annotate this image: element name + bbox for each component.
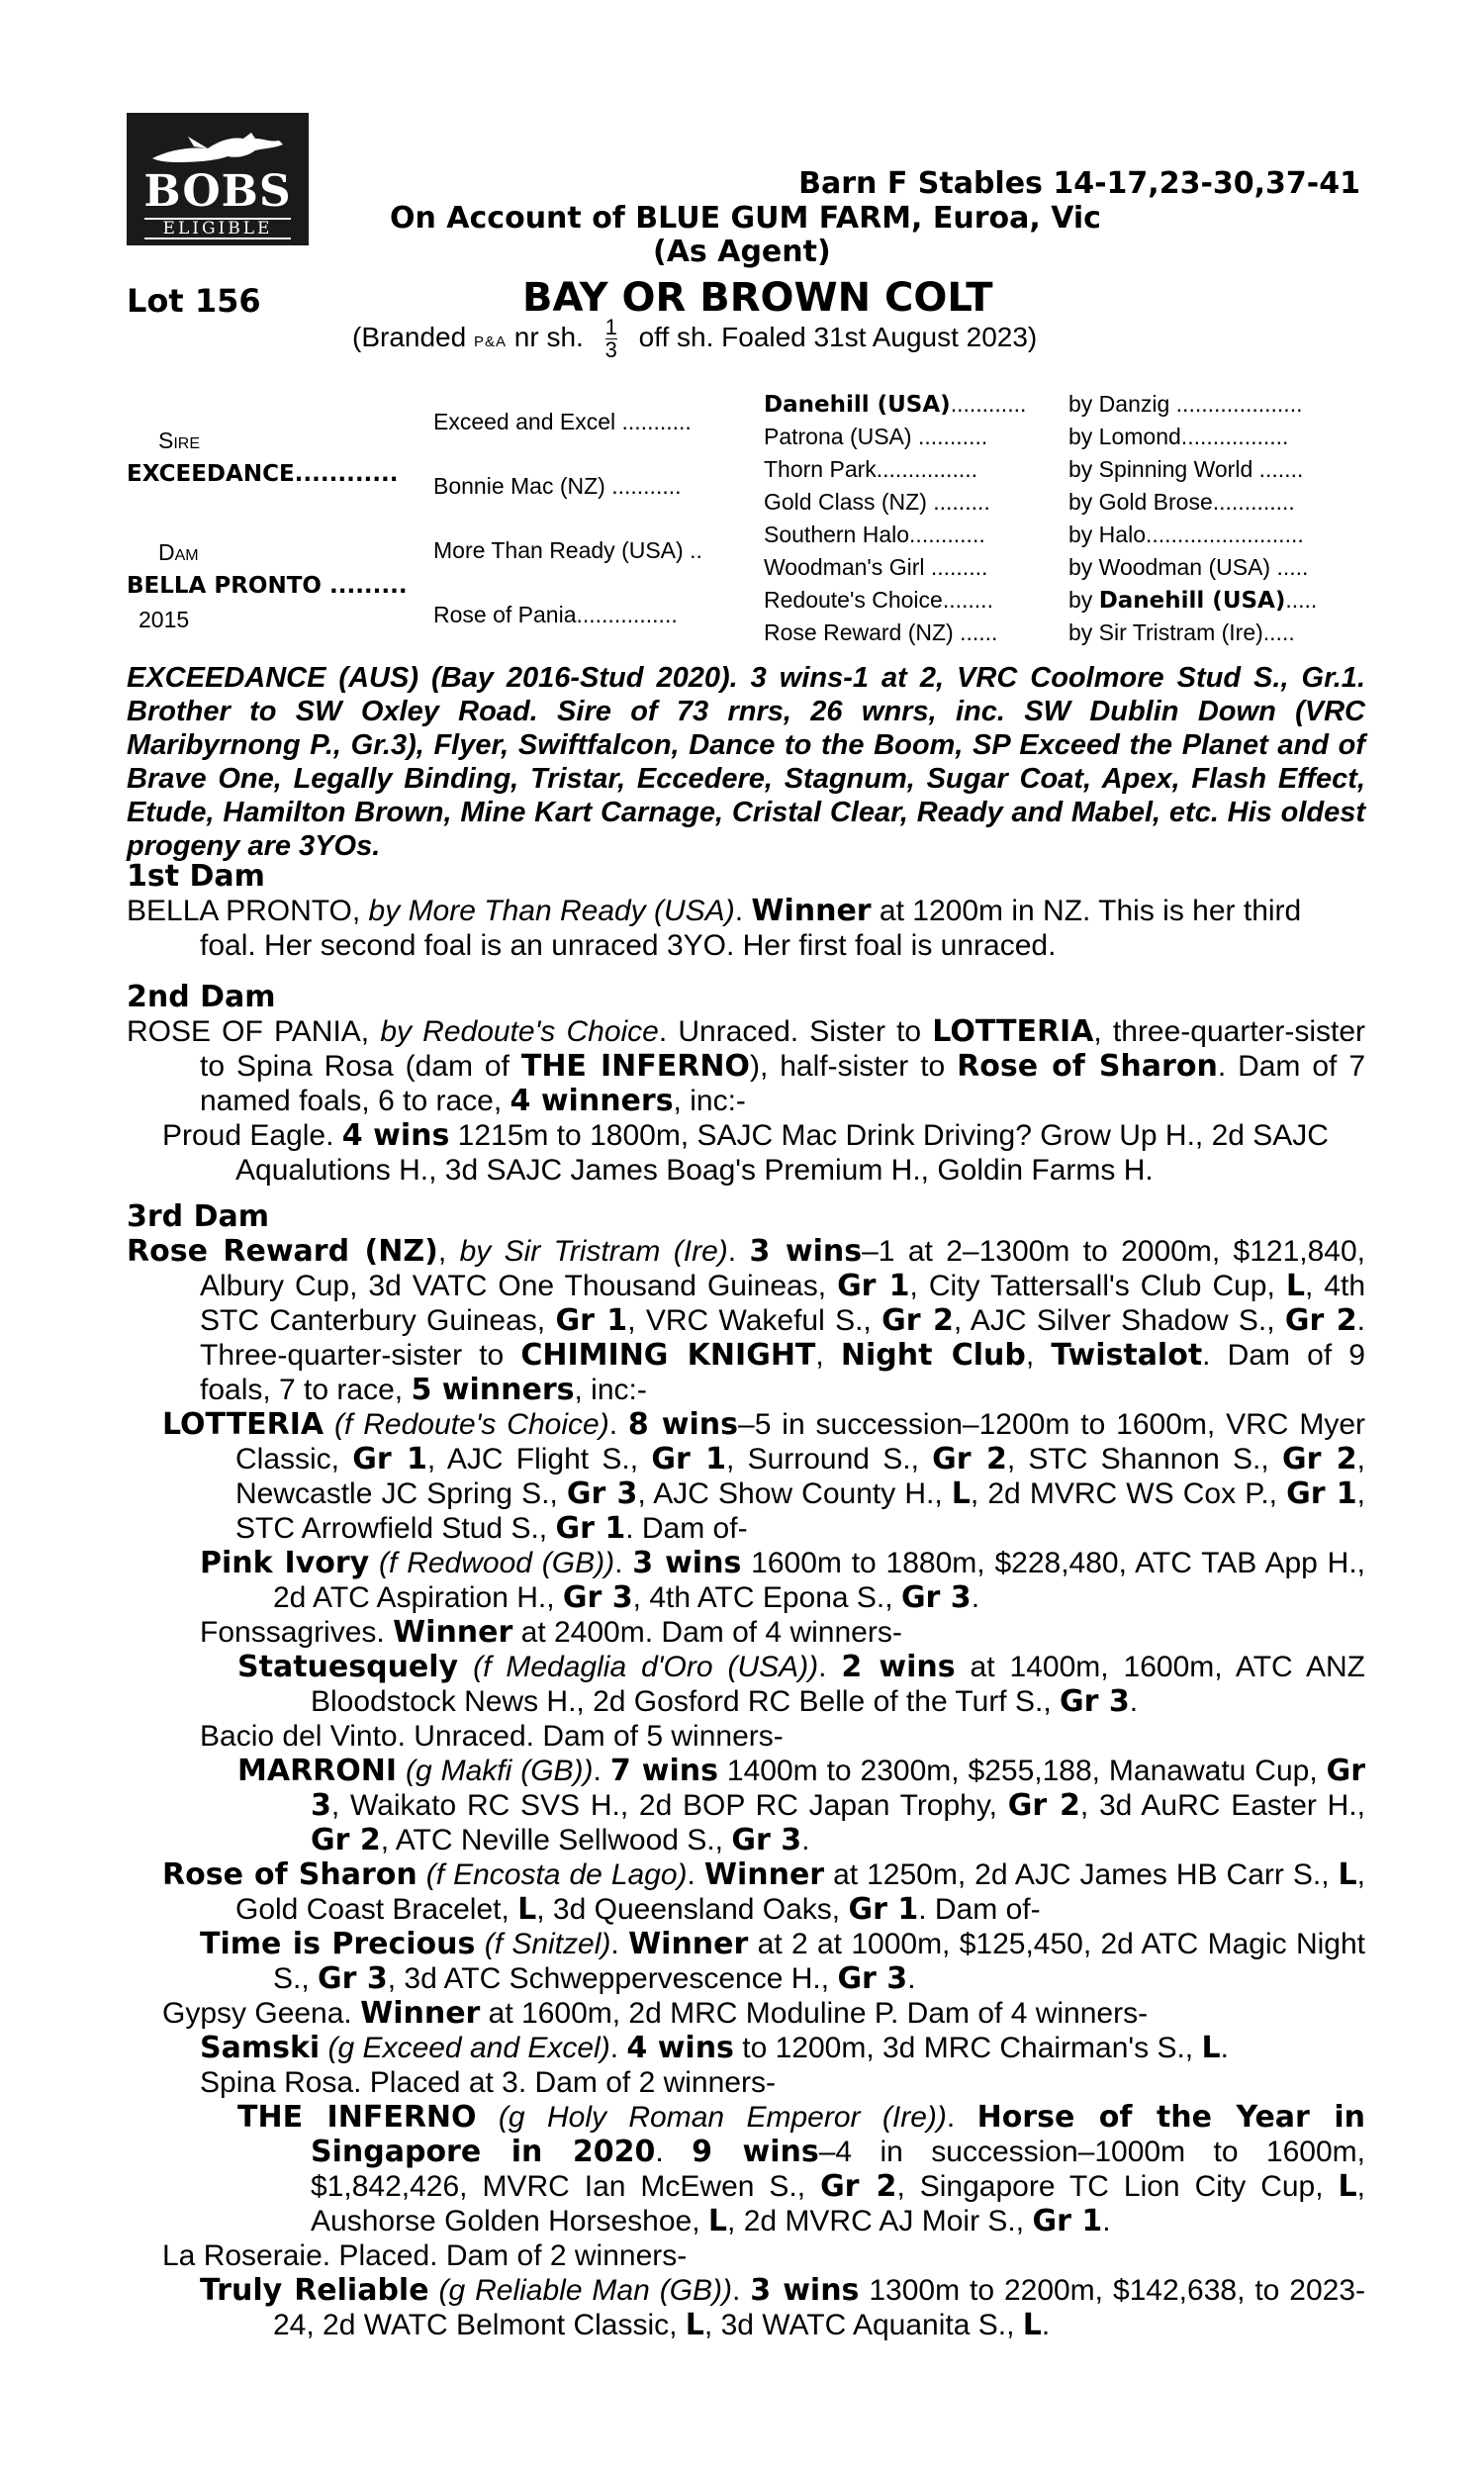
t: by Sir Tristram (Ire) <box>459 1235 728 1268</box>
t: –4 in succession–1000m to 1600m, $1,842,426, MVRC Ian McEwen S., <box>311 2136 1365 2203</box>
t: (g Exceed and Excel) <box>327 2032 610 2064</box>
t: , <box>1025 1339 1052 1372</box>
t: L <box>951 1476 971 1511</box>
brand-near-shoulder: nr sh. <box>513 321 584 352</box>
brand-mark: P&A <box>473 333 507 350</box>
t: L <box>1338 2169 1357 2204</box>
ancestor-3: Thorn Park................ <box>764 456 978 482</box>
t: 4 winners <box>510 1084 674 1118</box>
brand-suffix: off sh. Foaled 31st August 2023) <box>638 321 1038 352</box>
t: . Unraced. Sister to <box>658 1015 933 1048</box>
t: Gr 1 <box>848 1892 919 1927</box>
t: . <box>1102 2205 1111 2237</box>
ancestor-1 <box>764 391 1026 418</box>
t: . <box>655 2136 693 2168</box>
barn-location: Barn F Stables 14-17,23-30,37-41 <box>798 166 1360 201</box>
t: at 1600m, 2d MRC Moduline P. Dam of 4 winners- <box>480 1997 1149 2030</box>
t: , ATC Neville Sellwood S., <box>380 1824 732 1856</box>
t: 9 wins <box>692 2135 819 2169</box>
horse-title: BAY OR BROWN COLT <box>522 275 993 321</box>
t: THE INFERNO <box>520 1049 750 1084</box>
ancestor-5: Southern Halo............ <box>764 522 985 547</box>
racehorse-icon <box>148 129 287 168</box>
t: . <box>1041 2309 1051 2341</box>
t: at 2400m. Dam of 4 winners- <box>512 1616 902 1649</box>
t: Gypsy Geena. <box>162 1997 361 2030</box>
t: Gr 1 <box>837 1269 910 1303</box>
third-dam-paragraph <box>127 1234 1366 1407</box>
t: MARRONI <box>237 1754 398 1788</box>
t: Gr 3 <box>311 1754 1366 1823</box>
separator: . <box>734 895 752 927</box>
t: . Dam of 7 named foals, 6 to race, <box>200 1050 1366 1117</box>
t <box>458 1651 473 1683</box>
sire-name-text: EXCEEDANCE............ <box>127 461 399 487</box>
dam-sire: by More Than Ready (USA) <box>368 895 735 927</box>
ancestor-8: Rose Reward (NZ) ...... <box>764 619 998 645</box>
t: Statuesquely <box>237 1650 459 1684</box>
t: at 1250m, 2d AJC James HB Carr S., <box>824 1858 1339 1891</box>
first-dam-heading: 1st Dam <box>127 859 265 894</box>
ancestor-7-sire <box>1068 587 1317 614</box>
dam-name <box>127 572 408 599</box>
t: Gr 3 <box>562 1580 633 1615</box>
t: (g Holy Roman Emperor (Ire)) <box>498 2101 947 2134</box>
t: 8 wins <box>627 1407 739 1442</box>
t: , Waikato RC SVS H., 2d BOP RC Japan Trophy, <box>330 1789 1008 1822</box>
t: –1 at 2–1300m to 2000m, $121,840, Albury Cup, 3d VATC One Thousand Guineas, <box>200 1235 1366 1302</box>
dam-name-text: BELLA PRONTO ......... <box>127 573 408 599</box>
t: Time is Precious <box>200 1927 476 1961</box>
t: , 3d ATC Schweppervescence H., <box>387 1962 838 1995</box>
progeny-time-is-precious <box>200 1927 1366 1996</box>
t: . Dam of- <box>625 1512 748 1545</box>
t: L <box>707 2204 728 2238</box>
t: , 2d MVRC WS Cox P., <box>970 1477 1287 1510</box>
sire-label: Sire <box>158 428 201 453</box>
third-dam-heading: 3rd Dam <box>127 1199 269 1234</box>
t: 4 wins <box>341 1118 450 1153</box>
t: Gr 1 <box>352 1442 427 1476</box>
t: . Dam of- <box>918 1893 1041 1926</box>
brand-prefix: (Branded <box>352 321 467 352</box>
progeny-bacio-del-vinto: Bacio del Vinto. Unraced. Dam of 5 winners- <box>200 1720 784 1753</box>
lot-number: Lot 156 <box>127 282 261 320</box>
t: . <box>687 1858 704 1891</box>
second-dam-progeny <box>162 1118 1365 1188</box>
t: Twistalot <box>1051 1338 1203 1373</box>
t: (f Medaglia d'Oro (USA)) <box>473 1651 819 1683</box>
progeny-pink-ivory <box>200 1546 1365 1615</box>
ancestor-8-sire: by Sir Tristram (Ire)..... <box>1068 619 1295 645</box>
t: L <box>1285 1269 1305 1303</box>
progeny-gypsy-geena <box>162 1996 1365 2031</box>
t: (g Makfi (GB)) <box>406 1755 594 1787</box>
t: Truly Reliable <box>200 2273 429 2308</box>
t: , AJC Show County H., <box>637 1477 952 1510</box>
progeny-marroni <box>237 1754 1366 1857</box>
t: Winner <box>703 1857 825 1892</box>
third-dam-text <box>127 1234 1366 1407</box>
ancestor-7-leader: ..... <box>1285 587 1318 613</box>
t: Night Club <box>840 1338 1026 1373</box>
t <box>397 1755 406 1787</box>
t: Gr 1 <box>1032 2204 1103 2238</box>
dam-details: at 1200m in NZ. This is her third foal. Her second foal is an unraced 3YO. Her first foal is unraced. <box>200 895 1302 962</box>
t <box>477 2101 499 2134</box>
first-dam-text <box>127 894 1365 963</box>
t: Gr 3 <box>731 1823 802 1857</box>
t: ), half-sister to <box>749 1050 958 1083</box>
t: 7 wins <box>609 1754 718 1788</box>
t: Gr 3 <box>837 1961 908 1996</box>
vendor-account: On Account of BLUE GUM FARM, Euroa, Vic <box>390 201 1101 236</box>
progeny-truly-reliable <box>200 2273 1366 2342</box>
t: , Aushorse Golden Horseshoe, <box>311 2170 1365 2237</box>
t: , City Tattersall's Club Cup, <box>909 1270 1286 1302</box>
second-dam-paragraph <box>127 1014 1366 1118</box>
t: Gr 2 <box>1281 1442 1357 1476</box>
t: to 1200m, 3d MRC Chairman's S., <box>733 2032 1202 2064</box>
t: Horse of the Year in Singapore in 2020 <box>311 2100 1365 2169</box>
fraction-denominator: 3 <box>604 337 617 362</box>
t: . <box>608 1408 628 1441</box>
t: at 2 at 1000m, $125,450, 2d ATC Magic Night S., <box>273 1928 1366 1995</box>
t: , inc:- <box>574 1374 647 1406</box>
t: . <box>1220 2032 1229 2064</box>
ancestor-6: Woodman's Girl ......... <box>764 554 988 580</box>
ancestor-7-sire-name: Danehill (USA) <box>1098 588 1286 614</box>
ancestor-4-sire: by Gold Brose............. <box>1068 489 1295 515</box>
t: Fonssagrives. <box>200 1616 394 1649</box>
t: Gr 2 <box>820 2169 897 2204</box>
t: 1215m to 1800m, SAJC Mac Drink Driving? Grow Up H., 2d SAJC Aqualutions H., 3d SAJC James Boag's Premium H., Goldin Farms H. <box>235 1119 1329 1187</box>
t: , Surround S., <box>725 1443 933 1475</box>
t: Samski <box>200 2031 321 2065</box>
progeny-la-roseraie: La Roseraie. Placed. Dam of 2 winners- <box>162 2239 688 2272</box>
t: 5 winners <box>411 1373 575 1407</box>
t: at 1400m, 1600m, ATC ANZ Bloodstock News H., 2d Gosford RC Belle of the Turf S., <box>311 1651 1365 1718</box>
dam-dam: Rose of Pania................ <box>433 602 678 627</box>
t: , 2d MVRC AJ Moir S., <box>727 2205 1033 2237</box>
t: Gr 3 <box>900 1580 972 1615</box>
t: Proud Eagle. <box>162 1119 342 1152</box>
t: , 3d AuRC Easter H., <box>1079 1789 1365 1822</box>
t: by Redoute's Choice <box>380 1015 659 1048</box>
t: 2 wins <box>841 1650 956 1684</box>
t: , 3d WATC Aquanita S., <box>703 2309 1023 2341</box>
progeny-samski <box>200 2031 1365 2065</box>
t: . <box>614 1547 633 1579</box>
ancestor-2-sire: by Lomond................. <box>1068 424 1289 449</box>
t: Rose of Sharon <box>162 1857 417 1892</box>
t: Gr 2 <box>311 1823 381 1857</box>
t: (f Redwood (GB)) <box>379 1547 615 1579</box>
t: Winner <box>628 1927 749 1961</box>
ancestor-1-leader: ............ <box>950 391 1027 417</box>
t: , 3d Queensland Oaks, <box>536 1893 849 1926</box>
t: (g Reliable Man (GB)) <box>438 2274 733 2307</box>
t: (f Encosta de Lago) <box>425 1858 688 1891</box>
brand-fraction <box>605 317 617 361</box>
wins-label: Winner <box>751 894 872 928</box>
t: L <box>1201 2031 1221 2065</box>
ancestor-1-name: Danehill (USA) <box>764 392 951 418</box>
ancestor-4: Gold Class (NZ) ......... <box>764 489 990 515</box>
t: 1400m to 2300m, $255,188, Manawatu Cup, <box>717 1755 1327 1787</box>
t: Gr 3 <box>1060 1684 1130 1719</box>
t: . <box>818 1651 842 1683</box>
t: . Three-quarter-sister to <box>200 1304 1365 1372</box>
ancestor-3-sire: by Spinning World ....... <box>1068 456 1304 482</box>
t: Gr 1 <box>651 1442 726 1476</box>
t <box>369 1547 379 1579</box>
t: Rose of Sharon <box>957 1049 1218 1084</box>
t: 1300m to 2200m, $142,638, to 2023-24, 2d WATC Belmont Classic, <box>273 2274 1366 2341</box>
t: L <box>1338 1857 1357 1892</box>
t: Gr 2 <box>932 1442 1007 1476</box>
t: Gr 3 <box>566 1476 638 1511</box>
t: . <box>609 2032 627 2064</box>
t: , Singapore TC Lion City Cup, <box>896 2170 1339 2203</box>
bobs-eligible-logo <box>127 113 309 245</box>
t: 3 wins <box>749 1234 863 1269</box>
t: . <box>971 1581 980 1614</box>
t <box>429 2274 439 2307</box>
t: , <box>815 1339 841 1372</box>
ancestor-5-sire: by Halo......................... <box>1068 522 1304 547</box>
t: LOTTERIA <box>932 1014 1094 1049</box>
t: (f Snitzel) <box>484 1928 611 1960</box>
second-dam-text <box>127 1014 1366 1118</box>
t: Gr 2 <box>1284 1303 1357 1338</box>
sire-summary: EXCEEDANCE (AUS) (Bay 2016-Stud 2020). 3 wins-1 at 2, VRC Coolmore Stud S., Gr.1. Brother to SW Oxley Road. Sire of 73 rnrs, 26 wnrs, inc. SW Dublin Down (VRC Maribyrnong P., Gr.3), Flyer, Swiftfalcon, Dance to the Boom, SP Exceed the Planet and of Brave One, Legally Binding, Tristar, Eccedere, Stagnum, Sugar Coat, Apex, Flash Effect, Etude, Hamilton Brown, Mine Kart Carnage, Cristal Clear, Ready and Mabel, etc. His oldest progeny are 3YOs. <box>127 662 1365 862</box>
dam-label: Dam <box>158 539 199 565</box>
dam-name: BELLA PRONTO, <box>127 895 369 927</box>
t: CHIMING KNIGHT <box>520 1338 816 1373</box>
progeny-spina-rosa: Spina Rosa. Placed at 3. Dam of 2 winners- <box>200 2066 776 2099</box>
progeny-fonssagrives <box>200 1615 1365 1650</box>
t: Winner <box>393 1615 513 1650</box>
t: , <box>437 1235 460 1268</box>
t: , AJC Silver Shadow S., <box>953 1304 1285 1337</box>
t: THE INFERNO <box>237 2100 477 2135</box>
ancestor-7-by: by <box>1068 587 1099 613</box>
t: . <box>801 1824 810 1856</box>
agent-note: (As Agent) <box>653 235 831 269</box>
t: , Newcastle JC Spring S., <box>235 1443 1365 1510</box>
t: Pink Ivory <box>200 1546 370 1580</box>
ancestor-6-sire: by Woodman (USA) ..... <box>1068 554 1309 580</box>
t: . <box>732 2274 751 2307</box>
t: . Dam of 9 foals, 7 to race, <box>200 1339 1365 1406</box>
t: Gr 1 <box>1286 1476 1357 1511</box>
t: , 4th STC Canterbury Guineas, <box>200 1270 1366 1337</box>
brand-and-foaling-date <box>352 317 1037 361</box>
sire-sire: Exceed and Excel ........... <box>433 409 692 434</box>
sire-name <box>127 460 399 487</box>
t: . <box>593 1755 610 1787</box>
t <box>475 1928 484 1960</box>
t: Gr 2 <box>881 1303 954 1338</box>
t: 3 wins <box>632 1546 742 1580</box>
t <box>324 1408 334 1441</box>
t: . <box>727 1235 750 1268</box>
second-dam-heading: 2nd Dam <box>127 980 276 1014</box>
t: ROSE OF PANIA, <box>127 1015 381 1048</box>
t: . <box>946 2101 977 2134</box>
t: Gr 1 <box>555 1511 626 1546</box>
t: L <box>1022 2308 1042 2342</box>
t: L <box>685 2308 704 2342</box>
dam-foaling-year: 2015 <box>139 607 190 632</box>
progeny-lotteria <box>162 1407 1365 1546</box>
ancestor-7: Redoute's Choice........ <box>764 587 993 613</box>
t: 4 wins <box>626 2031 734 2065</box>
t: . <box>907 1962 916 1995</box>
t: 1600m to 1880m, $228,480, ATC TAB App H., 2d ATC Aspiration H., <box>273 1547 1365 1614</box>
fraction-numerator: 1 <box>604 315 617 339</box>
progeny-statuesquely <box>237 1650 1365 1719</box>
ancestor-1-sire: by Danzig .................... <box>1068 391 1303 417</box>
progeny-proud-eagle <box>162 1118 1365 1188</box>
t: LOTTERIA <box>162 1407 325 1442</box>
t: , 4th ATC Epona S., <box>632 1581 901 1614</box>
t: –5 in succession–1200m to 1600m, VRC Myer Classic, <box>235 1408 1365 1475</box>
t: . <box>610 1928 629 1960</box>
dam-sire: More Than Ready (USA) .. <box>433 537 702 563</box>
t: L <box>517 1892 537 1927</box>
logo-bobs-text: BOBS <box>143 166 292 217</box>
t: , Gold Coast Bracelet, <box>235 1858 1366 1926</box>
progeny-rose-of-sharon <box>162 1857 1366 1927</box>
t: . <box>1129 1685 1139 1718</box>
first-dam-paragraph <box>127 894 1365 963</box>
t: , STC Arrowfield Stud S., <box>235 1477 1365 1545</box>
t: Rose Reward (NZ) <box>127 1234 438 1269</box>
t: Winner <box>360 1996 481 2031</box>
t: , three-quarter-sister to Spina Rosa (dam of <box>200 1015 1366 1083</box>
sire-dam: Bonnie Mac (NZ) ........... <box>433 473 682 499</box>
t: , AJC Flight S., <box>426 1443 652 1475</box>
progeny-the-inferno <box>237 2100 1365 2238</box>
t: Gr 2 <box>1007 1788 1080 1823</box>
ancestor-2: Patrona (USA) ........... <box>764 424 988 449</box>
t <box>320 2032 327 2064</box>
t: , inc:- <box>673 1085 746 1117</box>
logo-eligible-text: ELIGIBLE <box>144 218 291 239</box>
t: (f Redoute's Choice) <box>334 1408 609 1441</box>
t: , STC Shannon S., <box>1006 1443 1282 1475</box>
t: , VRC Wakeful S., <box>627 1304 882 1337</box>
t: 3 wins <box>750 2273 860 2308</box>
t: Gr 1 <box>555 1303 628 1338</box>
t: Gr 3 <box>318 1961 388 1996</box>
t <box>417 1858 426 1891</box>
